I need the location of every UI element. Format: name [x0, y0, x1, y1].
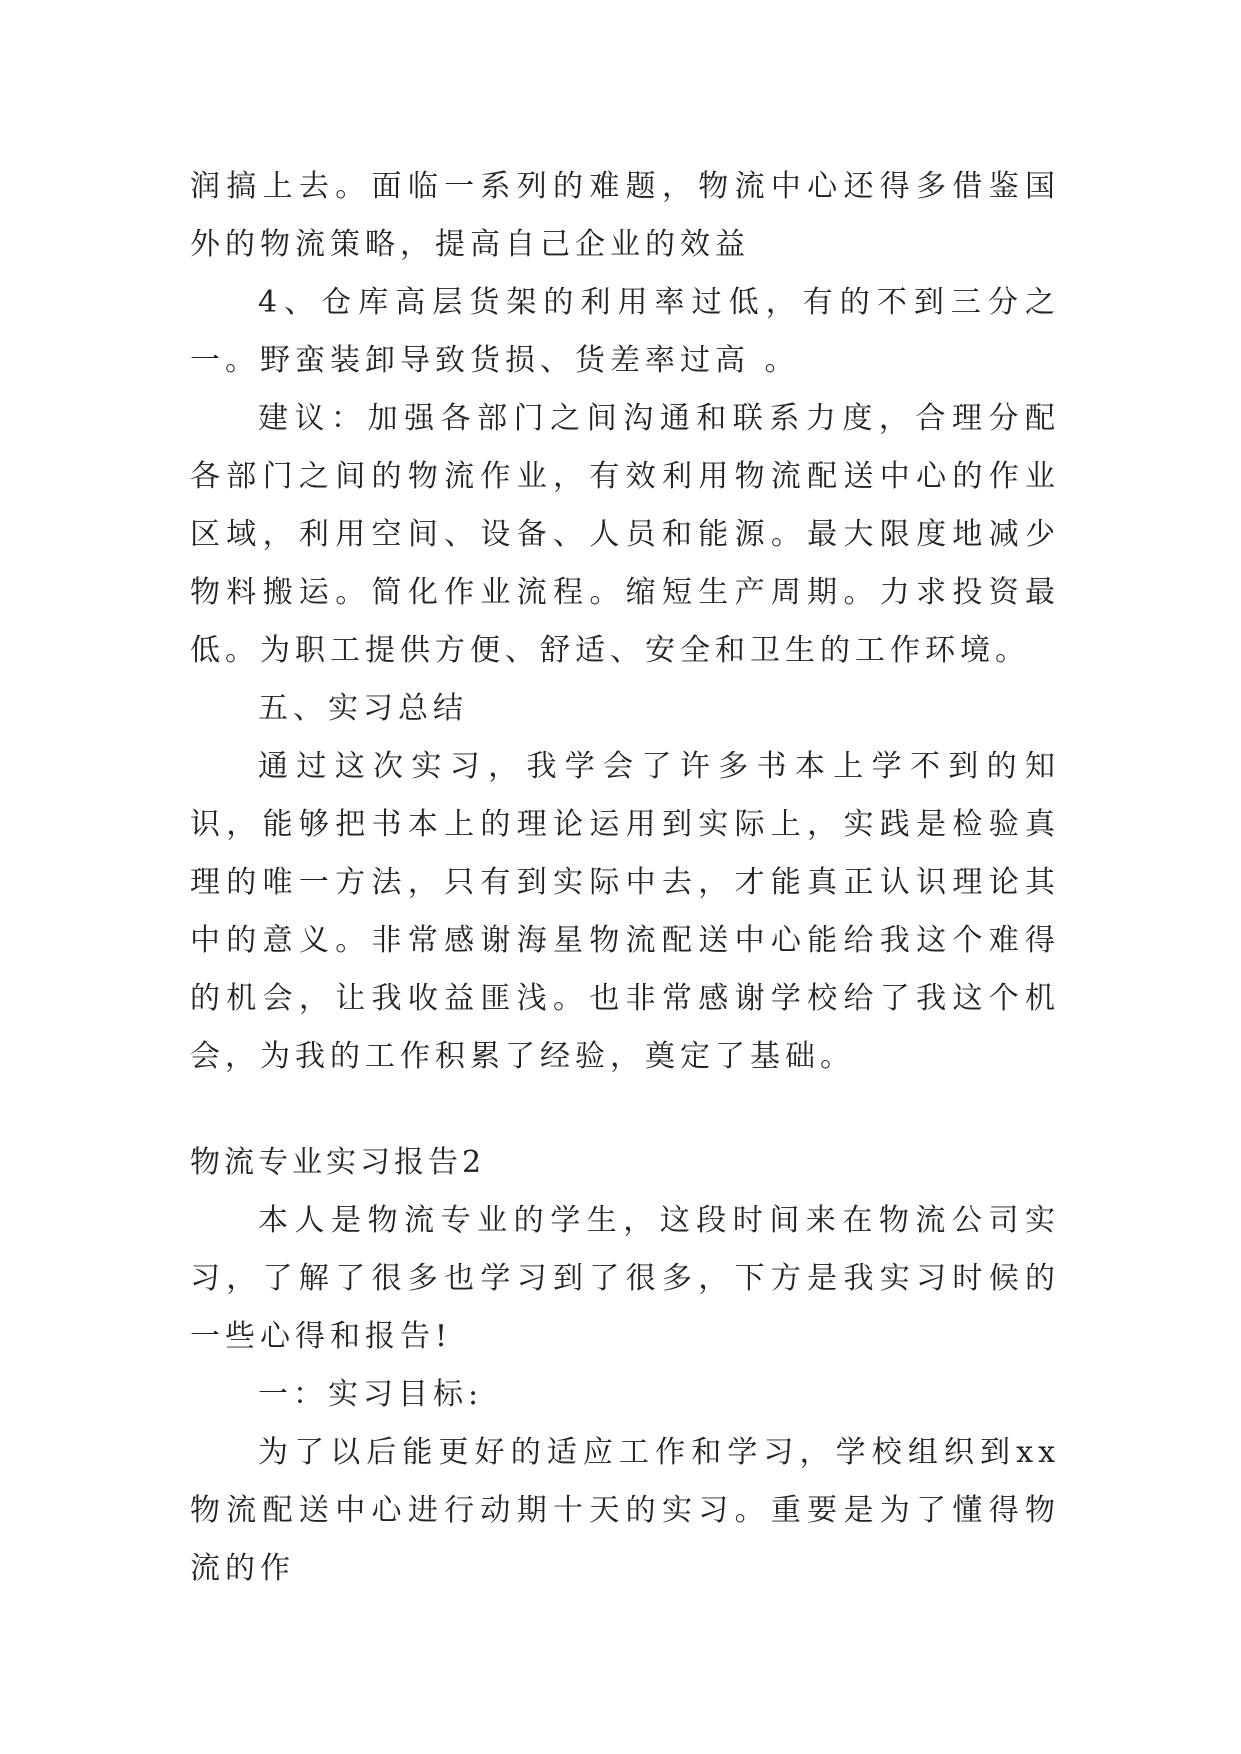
paragraph-intro: 本人是物流专业的学生，这段时间来在物流公司实习，了解了很多也学习到了很多，下方是我实习时候的一些心得和报告!: [190, 1203, 1060, 1354]
section-heading-summary: 五、实习总结: [258, 691, 468, 726]
report-title: 物流专业实习报告2: [190, 1145, 486, 1180]
paragraph-point-4: 4、仓库高层货架的利用率过低，有的不到三分之一。野蛮装卸导致货损、货差率过高 。: [190, 285, 1060, 378]
paragraph-goal: 为了以后能更好的适应工作和学习，学校组织到xx物流配送中心进行动期十天的实习。重要是为了懂得物流的作: [190, 1435, 1060, 1586]
section-heading-goal: 一：实习目标:: [258, 1377, 484, 1412]
document-page: [190, 158, 1060, 1598]
section-gap: [190, 1086, 1060, 1134]
paragraph-summary: 通过这次实习，我学会了许多书本上学不到的知识，能够把书本上的理论运用到实际上，实践是检验真理的唯一方法，只有到实际中去，才能真正认识理论其中的意义。非常感谢海星物流配送中心能给我这个难得的机会，让我收益匪浅。也非常感谢学校给了我这个机会，为我的工作积累了经验，奠定了基础。: [190, 749, 1060, 1074]
paragraph-continued: 润搞上去。面临一系列的难题，物流中心还得多借鉴国外的物流策略，提高自己企业的效益: [190, 169, 1060, 262]
paragraph-suggestion: 建议：加强各部门之间沟通和联系力度，合理分配各部门之间的物流作业，有效利用物流配送中心的作业区域，利用空间、设备、人员和能源。最大限度地减少物料搬运。简化作业流程。缩短生产周期。力求投资最低。为职工提供方便、舒适、安全和卫生的工作环境。: [190, 401, 1060, 668]
